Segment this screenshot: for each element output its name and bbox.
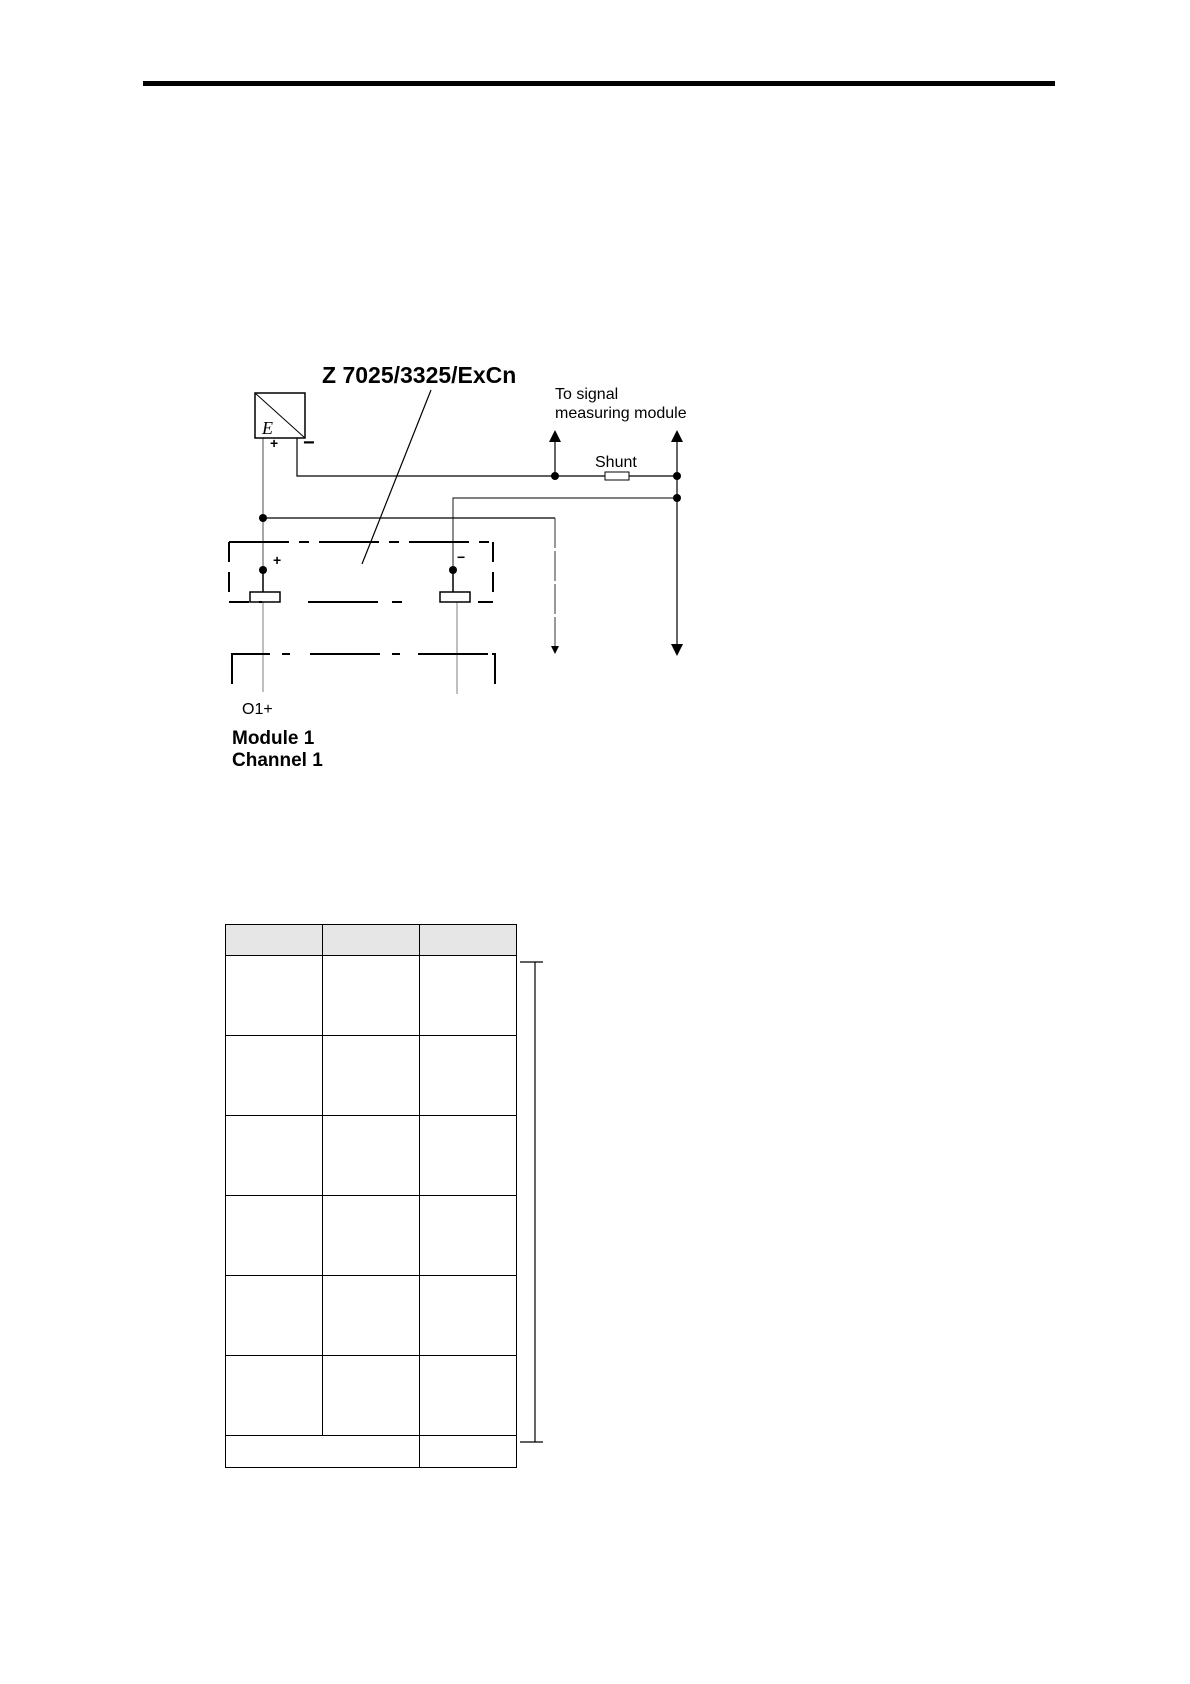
shunt-label: Shunt bbox=[595, 454, 637, 471]
table-header-row bbox=[226, 925, 517, 956]
terminal-table bbox=[225, 924, 517, 1468]
table-cell bbox=[226, 1356, 323, 1436]
table-footer-cell bbox=[420, 1436, 517, 1468]
table-cell bbox=[420, 1276, 517, 1356]
table-cell bbox=[420, 1036, 517, 1116]
junction-dots bbox=[259, 472, 681, 574]
table-cell bbox=[420, 1116, 517, 1196]
signal-label-line2: measuring module bbox=[555, 405, 687, 422]
table-cell bbox=[420, 1356, 517, 1436]
shunt-resistor-icon bbox=[605, 472, 629, 480]
module-label: Module 1 bbox=[232, 728, 315, 749]
table-bracket bbox=[520, 962, 543, 1442]
table-header-cell bbox=[420, 925, 517, 956]
table-cell bbox=[420, 1196, 517, 1276]
table-footer-cell bbox=[226, 1436, 420, 1468]
table-cell bbox=[226, 1036, 323, 1116]
table-header-cell bbox=[226, 925, 323, 956]
terminal-minus-label: − bbox=[457, 549, 466, 565]
table-header-cell bbox=[323, 925, 420, 956]
table-cell bbox=[323, 1036, 420, 1116]
table-cell bbox=[420, 956, 517, 1036]
transmitter-minus-label: − bbox=[303, 432, 315, 454]
table-cell bbox=[226, 956, 323, 1036]
channel-label: Channel 1 bbox=[232, 750, 323, 771]
table-row bbox=[226, 956, 517, 1036]
table-row bbox=[226, 1036, 517, 1116]
terminal-contacts bbox=[250, 570, 470, 602]
transmitter-icon bbox=[255, 393, 305, 438]
table-cell bbox=[323, 1196, 420, 1276]
title-leader-line bbox=[362, 390, 431, 564]
table-cell bbox=[323, 1116, 420, 1196]
pin-label: O1+ bbox=[242, 701, 273, 718]
table-cell bbox=[226, 1276, 323, 1356]
table-cell bbox=[226, 1116, 323, 1196]
table-row bbox=[226, 1356, 517, 1436]
signal-label-line1: To signal bbox=[555, 386, 619, 403]
table-row bbox=[226, 1196, 517, 1276]
return-wire bbox=[453, 498, 677, 570]
table-footer-row bbox=[226, 1436, 517, 1468]
table-cell bbox=[226, 1196, 323, 1276]
table-cell bbox=[323, 956, 420, 1036]
table-cell bbox=[323, 1356, 420, 1436]
table-row bbox=[226, 1276, 517, 1356]
diagram-title: Z 7025/3325/ExCn bbox=[322, 362, 517, 388]
svg-text:E: E bbox=[262, 418, 273, 438]
table-cell bbox=[323, 1276, 420, 1356]
table-row bbox=[226, 1116, 517, 1196]
connector-outline bbox=[232, 654, 495, 684]
transmitter-plus-label: + bbox=[270, 435, 279, 451]
terminal-plus-label: + bbox=[273, 552, 282, 568]
